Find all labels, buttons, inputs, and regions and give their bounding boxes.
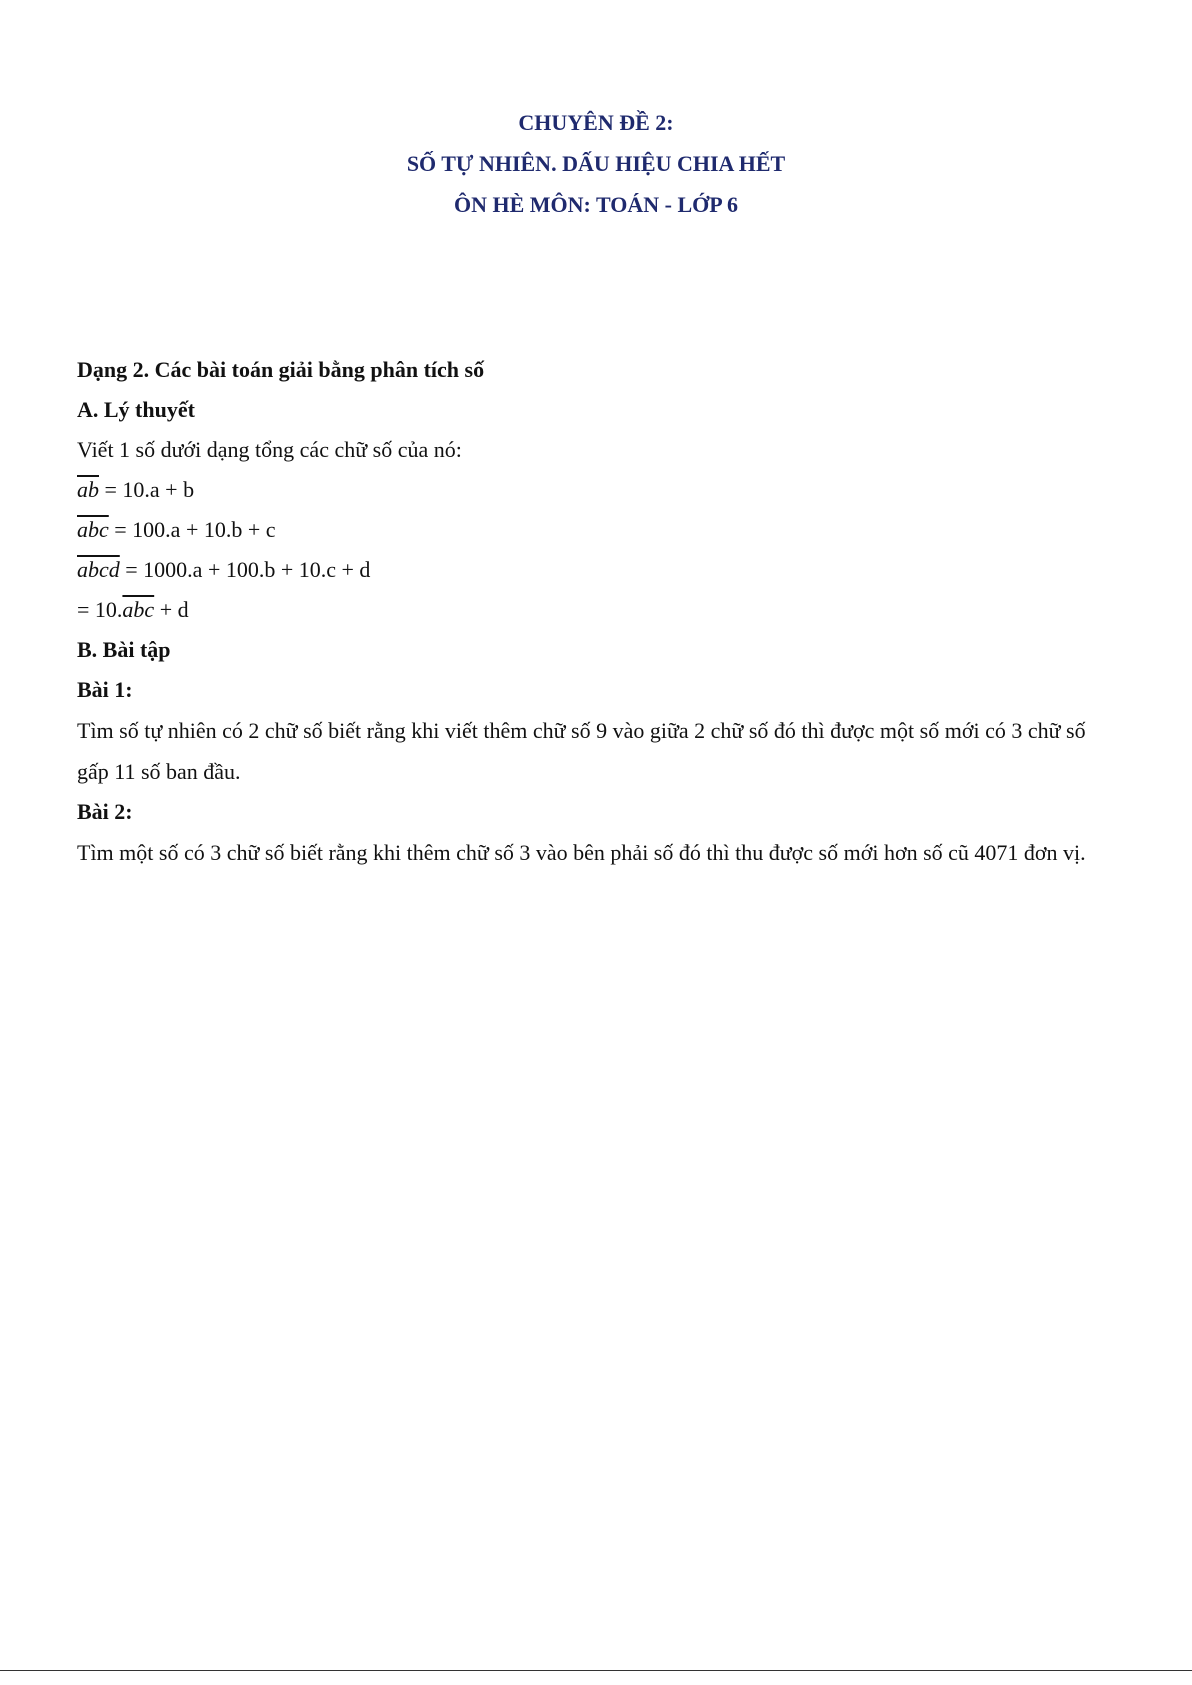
exercise-1-label: Bài 1: xyxy=(77,677,133,702)
formula-three-digit-rhs: = 100.a + 10.b + c xyxy=(114,517,276,542)
formula-three-digit-lhs: $\overline{abc}$ xyxy=(77,517,109,542)
formula-four-digit xyxy=(77,550,1117,590)
formula-two-digit-lhs: $\overline{ab}$ xyxy=(77,477,99,502)
formula-four-digit-alt xyxy=(77,590,1117,630)
header-title: SỐ TỰ NHIÊN. DẤU HIỆU CHIA HẾT xyxy=(406,151,786,176)
header-topic: CHUYÊN ĐỀ 2: xyxy=(518,110,674,135)
formula-alt-pre: = 10. xyxy=(77,597,123,622)
header-subject: ÔN HÈ MÔN: TOÁN - LỚP 6 xyxy=(454,192,738,217)
formula-three-digit xyxy=(77,510,1117,550)
exercises-heading: B. Bài tập xyxy=(77,637,171,662)
formula-alt-post: + d xyxy=(154,597,189,622)
document-header xyxy=(0,102,1192,225)
exercise-2-label: Bài 2: xyxy=(77,799,133,824)
formula-two-digit xyxy=(77,470,1117,510)
formula-two-digit-rhs: = 10.a + b xyxy=(104,477,195,502)
exercise-1-text: Tìm số tự nhiên có 2 chữ số biết rằng khi viết thêm chữ số 9 vào giữa 2 chữ số đó thì được một số mới có 3 chữ số gấp 11 số ban đầu. xyxy=(77,718,1086,784)
section-title: Dạng 2. Các bài toán giải bằng phân tích số xyxy=(77,357,485,382)
exercise-2-text: Tìm một số có 3 chữ số biết rằng khi thêm chữ số 3 vào bên phải số đó thì thu được số mới hơn số cũ 4071 đơn vị. xyxy=(77,840,1086,865)
document-body xyxy=(77,350,1117,873)
formula-four-digit-lhs: abcd xyxy=(77,557,120,582)
formula-alt-bar: $\overline{abc}$ xyxy=(122,597,155,622)
theory-intro: Viết 1 số dưới dạng tổng các chữ số của nó: xyxy=(77,437,462,462)
formula-four-digit-rhs: = 1000.a + 100.b + 10.c + d xyxy=(125,557,371,582)
page-bottom-divider xyxy=(0,1670,1192,1671)
theory-heading: A. Lý thuyết xyxy=(77,397,195,422)
